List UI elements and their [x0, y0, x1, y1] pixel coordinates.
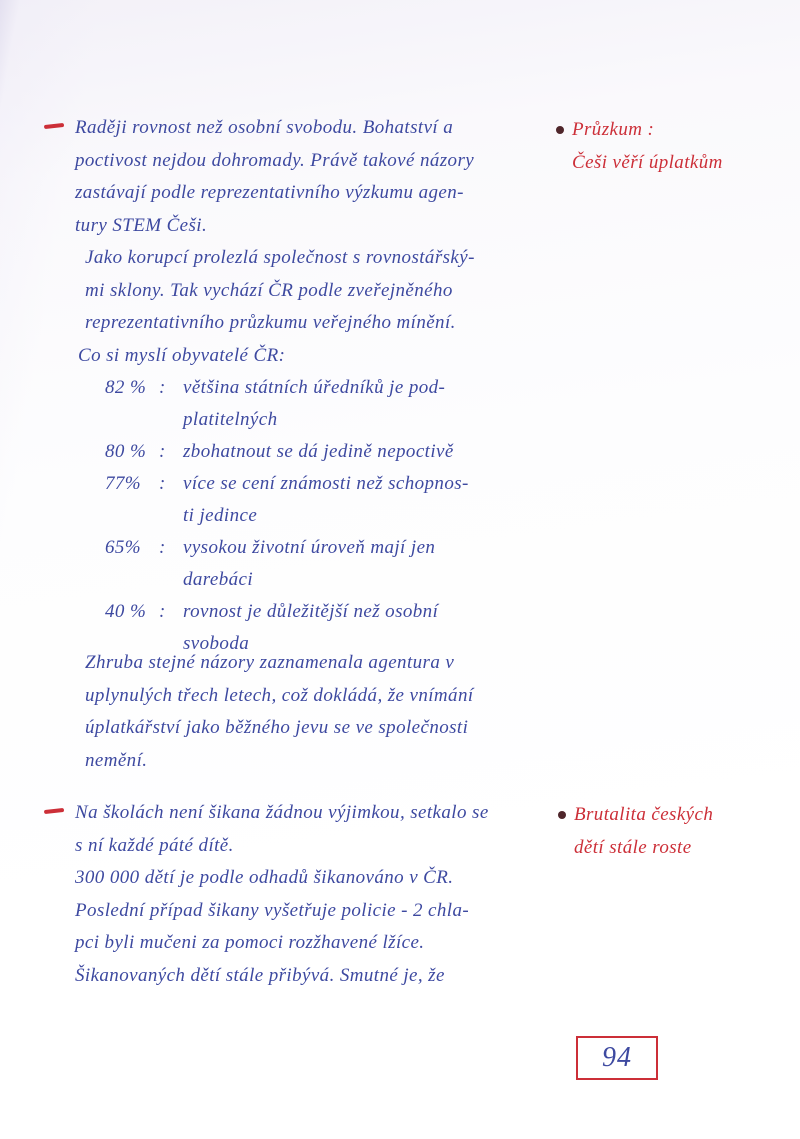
text-line: Šikanovaných dětí stále přibývá. Smutné je, že [75, 964, 445, 986]
paragraph-bullying [75, 797, 580, 992]
text-line: pci byli mučeni za pomoci rozžhavené lžíce. [75, 932, 425, 953]
text-line: tury STEM Češi. [75, 214, 208, 236]
text-line: s ní každé páté dítě. [75, 834, 234, 856]
stat-row [105, 468, 580, 532]
text-line: rovnost je důležitější než osobní [183, 601, 439, 622]
side-note-bullying [558, 799, 713, 864]
stat-value: 77% [105, 473, 142, 494]
stat-colon: : [159, 473, 166, 494]
text-line: Jako korupcí prolezlá společnost s rovnostářský- [85, 247, 475, 268]
stat-row [105, 436, 580, 468]
side-note-bullying-text [574, 799, 713, 864]
bullet-icon [556, 126, 564, 134]
note-line: Češi věří úplatkům [572, 151, 723, 173]
text-line: nemění. [85, 749, 148, 771]
note-line: Průzkum : [572, 119, 655, 140]
stats-list [105, 372, 580, 660]
text-line: většina státních úředníků je pod- [183, 377, 446, 398]
text-line: Na školách není šikana žádnou výjimkou, setkalo se [75, 802, 489, 823]
dash-marker-icon [44, 123, 64, 129]
text-line: reprezentativního průzkumu veřejného mínění. [85, 312, 456, 333]
section-survey [44, 112, 564, 777]
stat-row [105, 372, 580, 436]
stat-colon: : [159, 377, 166, 398]
section-survey-body [75, 112, 580, 777]
stat-value: 40 % [105, 601, 147, 622]
dash-marker-icon [44, 808, 64, 814]
text-line: platitelných [183, 409, 278, 430]
stat-colon: : [159, 601, 166, 622]
section-bullying [44, 797, 564, 992]
note-line: Brutalita českých [574, 804, 714, 825]
text-line: více se cení známosti než schopnos- [183, 473, 469, 494]
stat-value: 82 % [105, 377, 147, 398]
bullet-icon [558, 811, 566, 819]
text-line: Raději rovnost než osobní svobodu. Bohatství a [75, 117, 454, 138]
text-line: vysokou životní úroveň mají jen [183, 537, 436, 558]
stat-colon: : [159, 537, 166, 558]
text-line: 300 000 dětí je podle odhadů šikanováno v ČR. [75, 867, 454, 888]
text-line: Zhruba stejné názory zaznamenala agentura v [85, 652, 455, 673]
section-bullying-body [75, 797, 580, 992]
text-line: poctivost nejdou dohromady. Právě takové názory [75, 149, 475, 171]
note-line: dětí stále roste [574, 836, 692, 858]
stat-value: 80 % [105, 441, 147, 462]
side-note-survey-text [572, 114, 723, 179]
text-line: ti jedince [183, 505, 258, 526]
text-line: mi sklony. Tak vychází ČR podle zveřejněného [85, 279, 453, 301]
page-number-box [576, 1036, 658, 1080]
text-line: Poslední případ šikany vyšetřuje policie - 2 chla- [75, 899, 470, 921]
stat-value: 65% [105, 537, 142, 558]
paragraph-conclusion [85, 647, 580, 777]
text-line: svoboda [183, 633, 250, 654]
stat-text [183, 468, 580, 532]
text-line: úplatkářství jako běžného jevu se ve společnosti [85, 717, 469, 738]
question-line: Co si myslí obyvatelé ČR: [78, 344, 286, 366]
paragraph-intro [75, 112, 580, 242]
stat-text [183, 436, 580, 468]
stat-row [105, 532, 580, 596]
stat-text [183, 532, 580, 596]
paragraph-society [85, 242, 580, 340]
text-line: darebáci [183, 569, 254, 590]
stat-text [183, 372, 580, 436]
text-line: zastávají podle reprezentativního výzkumu agen- [75, 182, 464, 203]
side-note-survey [556, 114, 723, 179]
stat-colon: : [159, 441, 166, 462]
text-line: uplynulých třech letech, což dokládá, že vnímání [85, 684, 474, 706]
page-number: 94 [602, 1042, 632, 1073]
text-line: zbohatnout se dá jedině nepoctivě [183, 441, 454, 462]
